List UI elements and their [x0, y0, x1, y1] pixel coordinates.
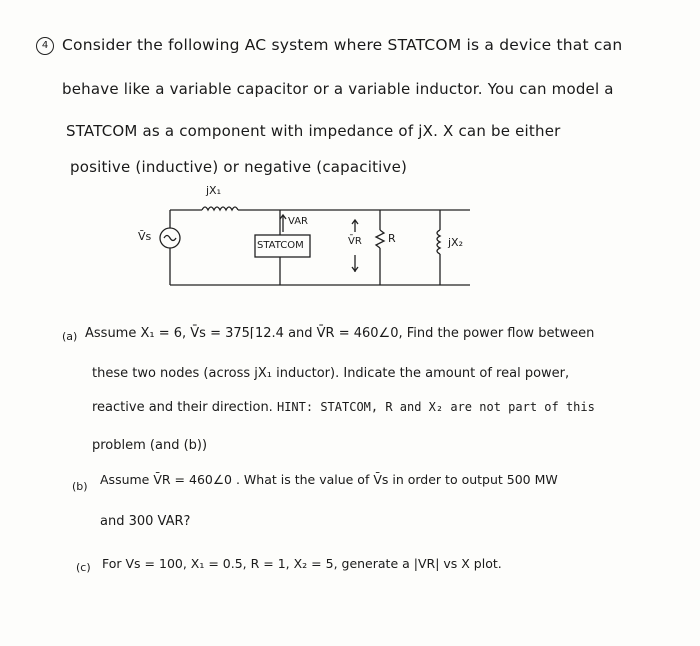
x1-label: jX₁ — [206, 184, 222, 197]
intro-line-4: positive (inductive) or negative (capacitive) — [70, 158, 408, 176]
var-label: VAR — [288, 216, 308, 227]
circuit-diagram — [130, 180, 480, 300]
resistor-symbol — [376, 230, 384, 248]
circuit-svg — [130, 180, 480, 300]
part-a-line-4: problem (and (b)) — [92, 438, 208, 453]
part-a-line-3 — [92, 400, 595, 415]
part-a-line-2: these two nodes (across jX₁ inductor). Indicate the amount of real power, — [92, 366, 570, 381]
x2-label: jX₂ — [448, 236, 464, 249]
inductor-x1-symbol — [202, 207, 238, 210]
problem-number: 4 — [36, 37, 54, 55]
part-c-line-1: For Vs = 100, X₁ = 0.5, R = 1, X₂ = 5, generate a |VR| vs X plot. — [102, 556, 502, 571]
intro-line-3: STATCOM as a component with impedance of jX. X can be either — [66, 122, 561, 140]
r-label: R — [388, 232, 396, 245]
part-a-line-3-text: reactive and their direction. — [92, 400, 273, 415]
part-b-label: (b) — [72, 480, 88, 493]
statcom-label: STATCOM — [257, 240, 304, 251]
inductor-x2-symbol — [437, 230, 440, 254]
intro-line-2: behave like a variable capacitor or a variable inductor. You can model a — [62, 80, 614, 98]
vr-label: V̄R — [348, 236, 362, 247]
part-c-label: (c) — [76, 561, 91, 574]
part-b-line-2: and 300 VAR? — [100, 514, 191, 529]
part-a-hint: HINT: STATCOM, R and X₂ are not part of this — [276, 400, 595, 414]
vs-label: V̄s — [138, 230, 152, 243]
part-b-line-1: Assume V̄R = 460∠0 . What is the value of V̄s in order to output 500 MW — [100, 472, 558, 487]
part-a-label: (a) — [62, 330, 78, 343]
ac-wave-icon — [164, 236, 176, 241]
intro-line-1: Consider the following AC system where STATCOM is a device that can — [62, 36, 623, 54]
part-a-line-1: Assume X₁ = 6, V̄s = 375⌈12.4 and V̄R = 460∠0, Find the power flow between — [85, 326, 595, 341]
